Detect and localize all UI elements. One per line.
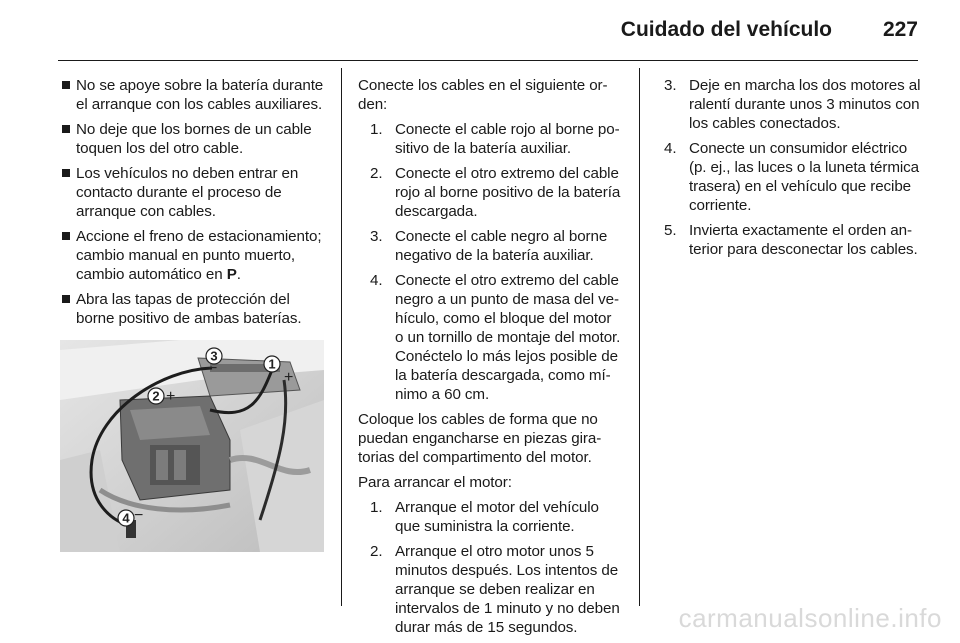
cable-routing-note: Coloque los cables de forma que no puedan engancharse en piezas giratorias del compartimento del motor. bbox=[358, 411, 602, 466]
callout-2-marker bbox=[148, 388, 175, 405]
svg-text:3: 3 bbox=[210, 348, 218, 364]
list-item: 3. Conecte el cable negro al borne negativo de la batería auxiliar. bbox=[370, 228, 608, 264]
watermark: carmanualsonline.info bbox=[678, 603, 942, 633]
bullet-square-icon bbox=[62, 81, 70, 89]
column-divider-1 bbox=[341, 68, 342, 606]
connect-steps-list bbox=[358, 120, 623, 404]
start-steps-list bbox=[358, 498, 623, 637]
svg-text:−: − bbox=[208, 360, 218, 377]
list-item: 3. Deje en marcha los dos motores al ralentí durante unos 3 minutos con los cables conectados. bbox=[664, 77, 921, 132]
header-rule bbox=[58, 60, 918, 61]
svg-text:+: + bbox=[166, 388, 176, 405]
svg-text:+: + bbox=[284, 369, 294, 386]
column-divider-2 bbox=[639, 68, 640, 606]
list-item: 1. Arranque el motor del vehículo que suministra la corriente. bbox=[370, 499, 599, 535]
list-item: 1. Conecte el cable rojo al borne positivo de la batería auxiliar. bbox=[370, 121, 620, 157]
engine-bay-illustration bbox=[60, 340, 324, 552]
list-item: Los vehículos no deben entrar en contacto durante el proceso de arranque con cables. bbox=[62, 164, 326, 221]
svg-text:4: 4 bbox=[122, 510, 130, 526]
column-3 bbox=[664, 76, 922, 265]
list-item: 2. Arranque el otro motor unos 5 minutos después. Los intentos de arranque se deben realizar en intervalos de 1 minuto y no deben durar más de 15 segundos. bbox=[370, 543, 620, 636]
gear-position-p: P bbox=[226, 266, 237, 283]
list-item: No deje que los bornes de un cable toquen los del otro cable. bbox=[62, 120, 326, 158]
list-item: 2. Conecte el otro extremo del cable rojo al borne positivo de la batería descargada. bbox=[370, 165, 621, 220]
list-item: No se apoye sobre la batería durante el arranque con los cables auxiliares. bbox=[62, 76, 326, 114]
bullet-square-icon bbox=[62, 169, 70, 177]
jump-start-photo bbox=[60, 340, 324, 552]
list-item: 4. Conecte el otro extremo del cable negro a un punto de masa del vehículo, como el bloque del motor o un tornillo de montaje del motor. Conéctelo lo más lejos posible de la batería descargada, como mínimo a 60 cm. bbox=[370, 272, 621, 403]
start-intro: Para arrancar el motor: bbox=[358, 474, 512, 491]
list-item: 5. Invierta exactamente el orden anterior para desconectar los cables. bbox=[664, 222, 918, 258]
list-item: Accione el freno de estacionamiento; cambio manual en punto muerto, cambio automático en P. bbox=[62, 227, 326, 284]
svg-text:−: − bbox=[134, 507, 144, 524]
list-item: 4. Conecte un consumidor eléctrico (p. ej., las luces o la luneta térmica trasera) en el vehículo que recibe corriente. bbox=[664, 140, 920, 214]
svg-text:2: 2 bbox=[152, 388, 160, 404]
header-title: Cuidado del vehículo bbox=[620, 18, 832, 41]
column-2 bbox=[358, 76, 623, 643]
column-1 bbox=[62, 76, 326, 334]
bullet-square-icon bbox=[62, 295, 70, 303]
list-item: Abra las tapas de protección del borne positivo de ambas baterías. bbox=[62, 290, 326, 328]
continued-steps-list bbox=[664, 76, 922, 259]
bullet-square-icon bbox=[62, 232, 70, 240]
connect-intro: Conecte los cables en el siguiente orden: bbox=[358, 77, 608, 113]
svg-text:1: 1 bbox=[268, 356, 276, 372]
precaution-list bbox=[62, 76, 326, 328]
page-number: 227 bbox=[882, 18, 918, 41]
bullet-square-icon bbox=[62, 125, 70, 133]
